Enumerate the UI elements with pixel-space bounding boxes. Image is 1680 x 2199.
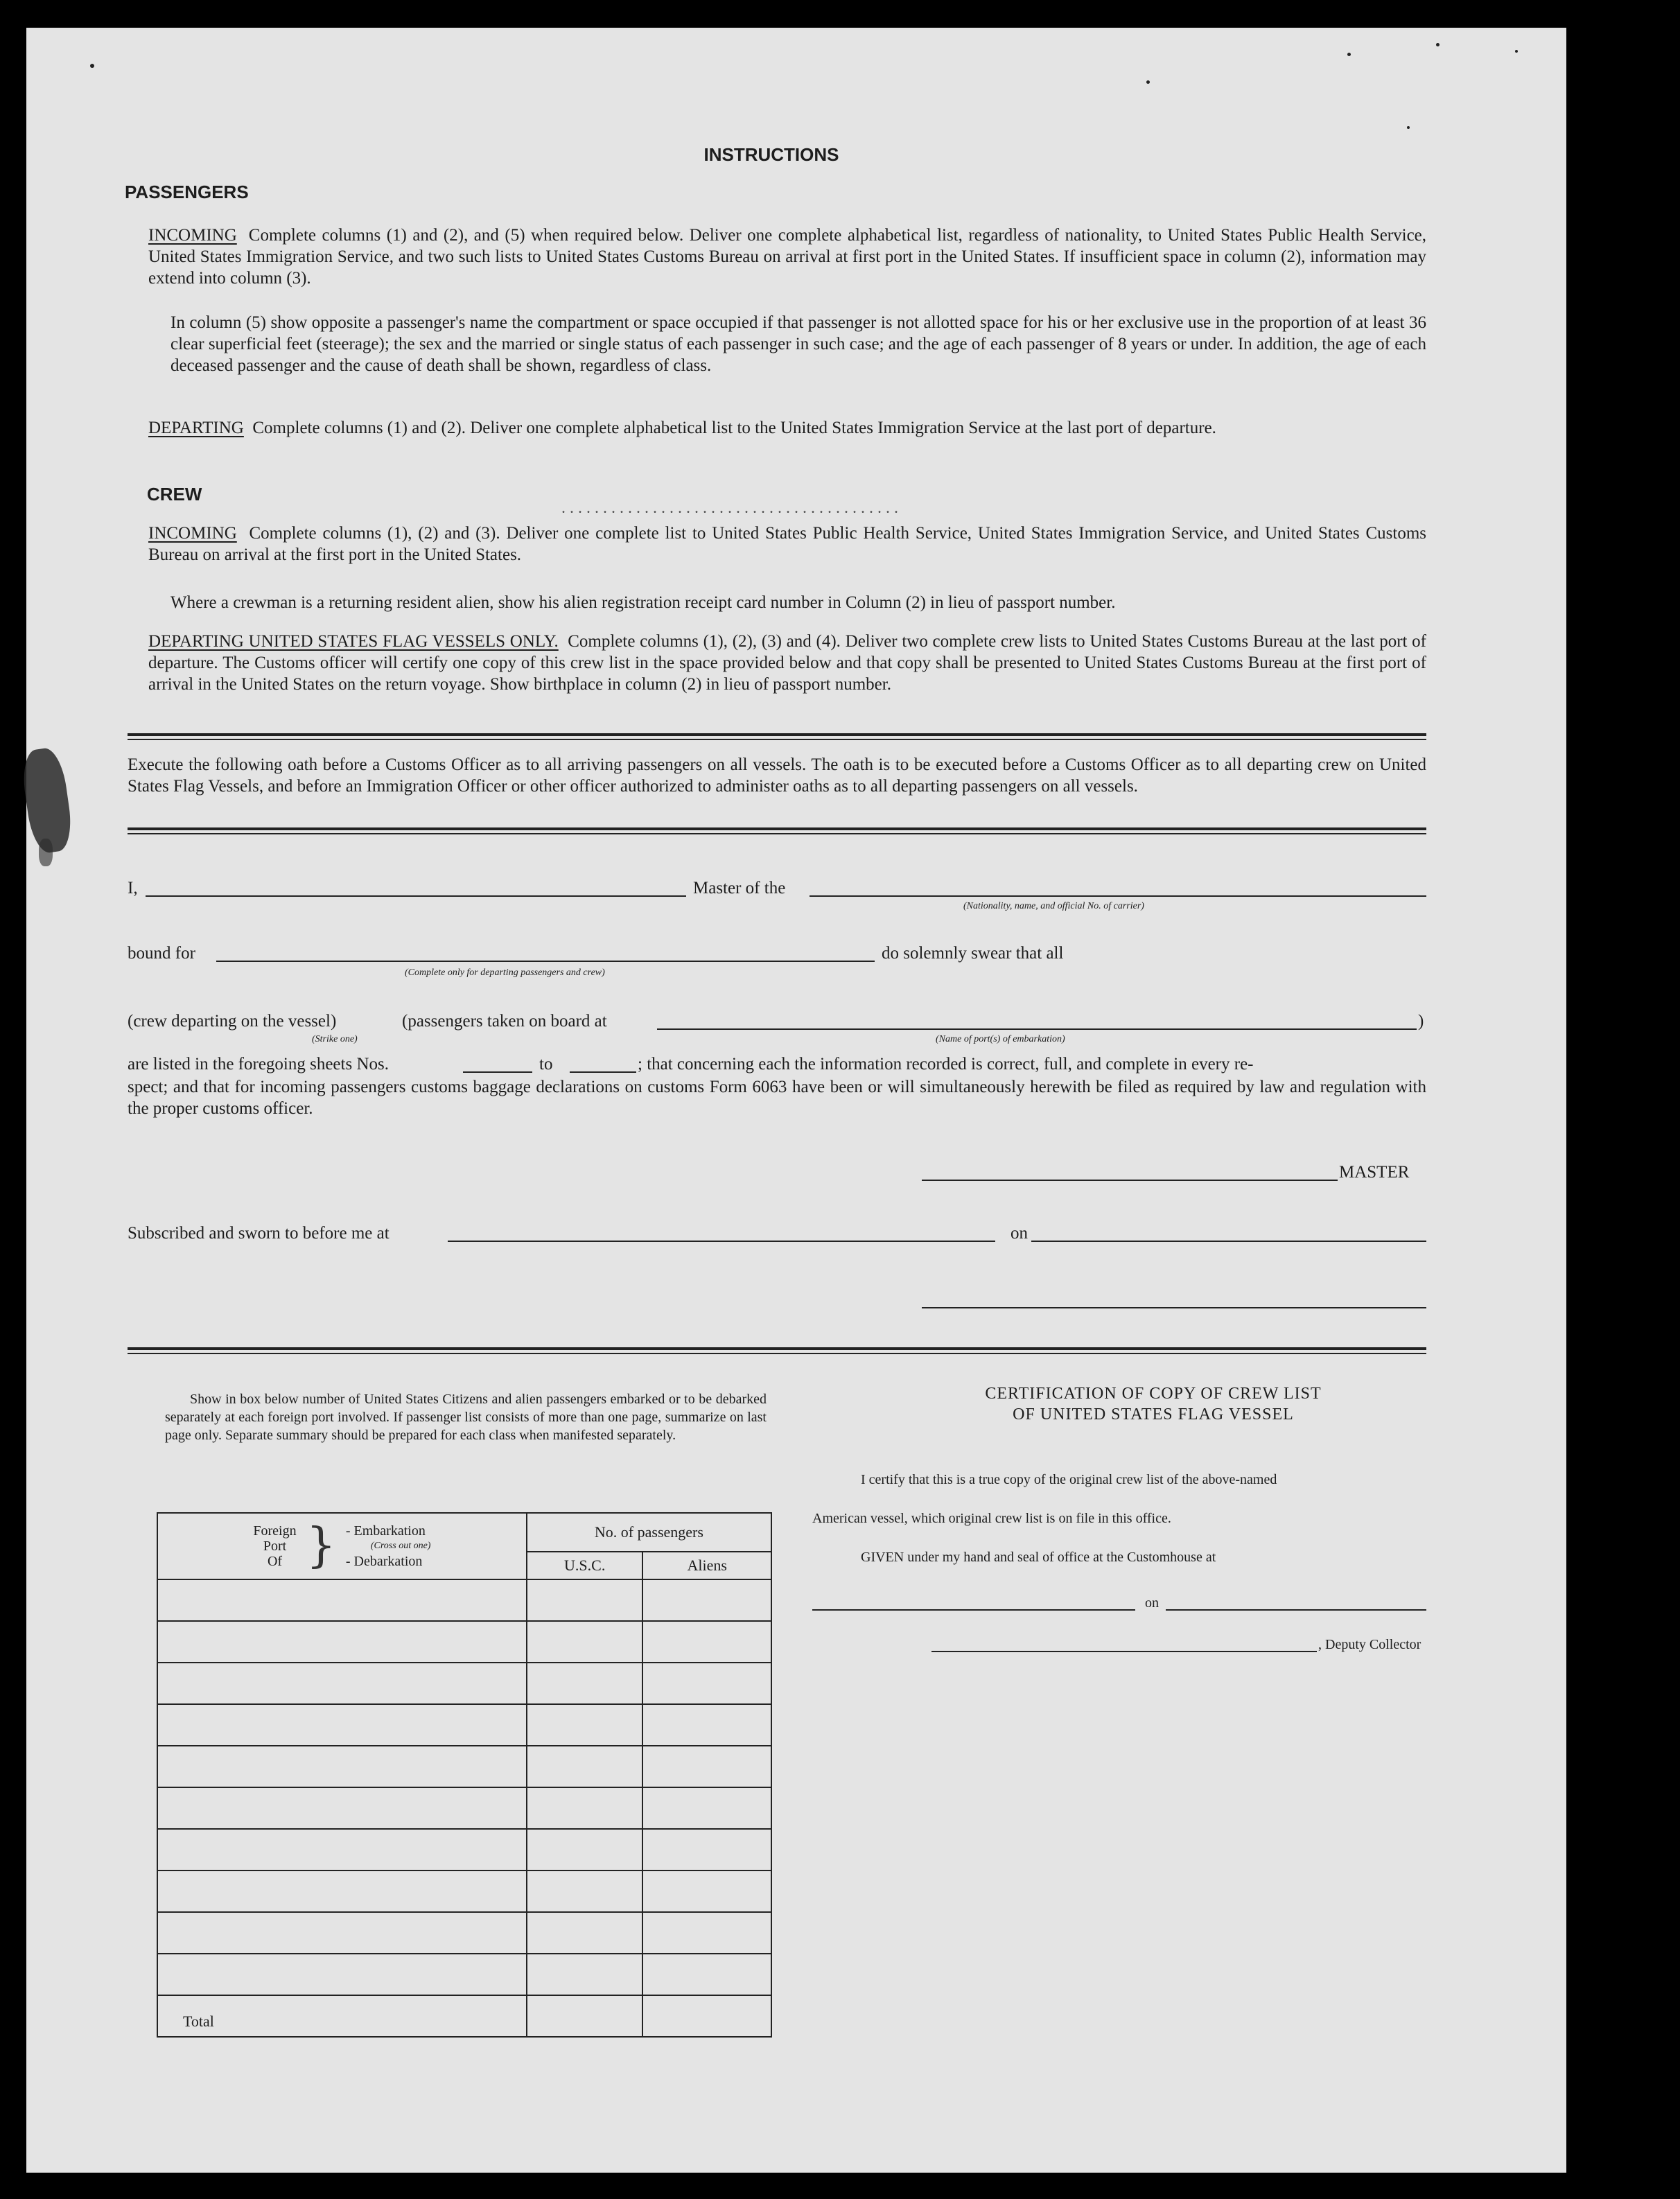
oath-intro: Execute the following oath before a Customs Officer as to all arriving passengers on all vessels. The oath is to be executed before a Customs Officer as to all departing crew on United States Flag Vessels, and before an Immigration Officer or other officer authorized to administer oaths as to all departing passengers on all vessels.	[128, 755, 1426, 796]
aliens-cell[interactable]	[642, 1912, 771, 1954]
column5-paragraph: In column (5) show opposite a passenger's name the compartment or space occupied if that passenger is not allotted space for his or her exclusive use in the proportion of at least 36 clear superficial feet (steerage); the sex and the married or single status of each passenger in such case; and the age of each passenger of 8 years or under. In addition, the age of each deceased passenger and the cause of death shall be shown, regardless of class.	[170, 313, 1426, 375]
ink-smudge	[39, 839, 53, 866]
bound-for-label: bound for	[128, 944, 195, 963]
instructions-title: INSTRUCTIONS	[703, 144, 839, 165]
no-passengers-header: No. of passengers	[527, 1513, 771, 1552]
aliens-cell[interactable]	[642, 1579, 771, 1621]
aliens-cell[interactable]	[642, 1829, 771, 1871]
bleed-through-dots: .........................................	[561, 499, 902, 517]
scan-speck	[90, 64, 94, 68]
section-divider	[128, 1347, 1426, 1354]
certification-title-line: CERTIFICATION OF COPY OF CREW LIST	[985, 1385, 1322, 1403]
certification-date-field[interactable]	[1166, 1609, 1426, 1611]
aliens-cell[interactable]	[642, 1663, 771, 1704]
crew-departing-text: Complete columns (1), (2), (3) and (4). Deliver two complete crew lists to United States Customs Bureau at the last port of departure. The Customs officer will certify one copy of this crew list in the space provided below and that copy shall be presented to United States Customs Bureau at the first port of arrival in the United States on the return voyage. Show birthplace in column (2) in lieu of passport number.	[148, 632, 1427, 694]
crew-incoming-paragraph	[148, 523, 1426, 566]
ports-hint: (Name of port(s) of embarkation)	[936, 1034, 1065, 1044]
master-name-field[interactable]	[146, 895, 686, 897]
incoming-label: INCOMING	[148, 226, 237, 245]
officer-signature-field[interactable]	[922, 1307, 1426, 1308]
given-text: GIVEN under my hand and seal of office at the Customhouse at	[861, 1550, 1216, 1565]
subscribed-date-field[interactable]	[1031, 1241, 1426, 1242]
port-cell[interactable]	[157, 1787, 527, 1829]
customhouse-field[interactable]	[812, 1609, 1135, 1611]
strike-one-hint: (Strike one)	[312, 1034, 358, 1044]
departing-text: Complete columns (1) and (2). Deliver one complete alphabetical list to the United States Immigration Service at the last port of departure.	[252, 419, 1216, 437]
scan-speck	[1146, 80, 1150, 84]
aliens-cell[interactable]	[642, 1746, 771, 1787]
sheet-from-field[interactable]	[463, 1071, 532, 1073]
scan-speck	[1515, 50, 1518, 53]
certify-text-b: American vessel, which original crew list is on file in this office.	[812, 1511, 1171, 1526]
departing-label: DEPARTING	[148, 419, 244, 437]
foreign-port-label	[253, 1523, 296, 1569]
listed-text-b: ; that concerning each the information recorded is correct, full, and complete in every re-	[638, 1055, 1254, 1074]
port-cell[interactable]	[157, 1579, 527, 1621]
usc-cell[interactable]	[527, 1871, 643, 1912]
passenger-summary-table	[157, 1512, 772, 2038]
passengers-incoming-paragraph	[148, 225, 1426, 289]
certify-text-a: I certify that this is a true copy of the original crew list of the above-named	[861, 1472, 1277, 1487]
aliens-cell[interactable]	[642, 1787, 771, 1829]
usc-cell[interactable]	[527, 1621, 643, 1663]
brace-icon: }	[306, 1518, 336, 1573]
oath-body-rest: spect; and that for incoming passengers customs baggage declarations on customs Form 6063 have been or will simultaneously herewith be filed as required by law and regulation with the proper customs officer.	[128, 1078, 1426, 1118]
bound-for-hint: (Complete only for departing passengers and crew)	[405, 967, 605, 978]
usc-cell[interactable]	[527, 1663, 643, 1704]
embarkation-option[interactable]: - Embarkation	[345, 1523, 426, 1539]
subscribed-on-label: on	[1010, 1224, 1028, 1243]
crew-heading: CREW	[147, 484, 202, 505]
total-usc-cell[interactable]	[527, 1995, 643, 2037]
crewman-paragraph: Where a crewman is a returning resident alien, show his alien registration receipt card number in Column (2) in lieu of passport number.	[170, 593, 1116, 612]
passengers-taken-option: (passengers taken on board at	[402, 1012, 607, 1031]
document-page	[26, 28, 1566, 2173]
carrier-hint: (Nationality, name, and official No. of carrier)	[963, 901, 1144, 911]
sheet-to-field[interactable]	[570, 1071, 636, 1073]
foreign-port-line: Of	[267, 1554, 283, 1569]
usc-cell[interactable]	[527, 1704, 643, 1746]
port-cell[interactable]	[157, 1746, 527, 1787]
port-cell[interactable]	[157, 1871, 527, 1912]
foreign-port-line: Port	[263, 1539, 287, 1554]
port-cell[interactable]	[157, 1663, 527, 1704]
certification-title-line: OF UNITED STATES FLAG VESSEL	[1013, 1405, 1294, 1423]
master-signature-field[interactable]	[922, 1180, 1338, 1181]
swear-text: do solemnly swear that all	[882, 944, 1064, 963]
passengers-departing-paragraph	[148, 417, 1426, 439]
port-cell[interactable]	[157, 1912, 527, 1954]
carrier-field[interactable]	[810, 895, 1426, 897]
passengers-heading: PASSENGERS	[125, 182, 249, 202]
summary-note: Show in box below number of United States Citizens and alien passengers embarked or to be debarked separately at each foreign port involved. If passenger list consists of more than one page, summarize on last page only. Separate summary should be prepared for each class when manifested separately.	[165, 1392, 767, 1443]
crew-departing-option: (crew departing on the vessel)	[128, 1012, 337, 1031]
usc-cell[interactable]	[527, 1746, 643, 1787]
subscribed-place-field[interactable]	[448, 1241, 995, 1242]
port-cell[interactable]	[157, 1704, 527, 1746]
crew-incoming-label: INCOMING	[148, 524, 237, 543]
oath-i-label: I,	[128, 879, 138, 897]
usc-header: U.S.C.	[527, 1552, 643, 1579]
listed-text-a: are listed in the foregoing sheets Nos.	[128, 1055, 389, 1074]
aliens-cell[interactable]	[642, 1954, 771, 1995]
cross-out-hint: (Cross out one)	[370, 1541, 431, 1551]
port-cell[interactable]	[157, 1829, 527, 1871]
deputy-collector-label: , Deputy Collector	[1318, 1637, 1421, 1652]
port-cell[interactable]	[157, 1954, 527, 1995]
incoming-text: Complete columns (1) and (2), and (5) when required below. Deliver one complete alphabetical list, regardless of nationality, to United States Public Health Service, United States Immigration Service, and two such lists to United States Customs Bureau on arrival at first port in the United States. If insufficient space in column (2), information may extend into column (3).	[148, 226, 1427, 288]
scan-speck	[1347, 53, 1351, 56]
subscribed-label: Subscribed and sworn to before me at	[128, 1224, 390, 1243]
section-divider	[128, 733, 1426, 740]
usc-cell[interactable]	[527, 1829, 643, 1871]
usc-cell[interactable]	[527, 1912, 643, 1954]
master-signature-label: MASTER	[1339, 1163, 1410, 1182]
total-label: Total	[157, 1995, 527, 2037]
foreign-port-line: Foreign	[253, 1523, 297, 1539]
aliens-header: Aliens	[642, 1552, 771, 1579]
listed-to-label: to	[539, 1055, 553, 1074]
certification-on-label: on	[1145, 1595, 1159, 1611]
aliens-cell[interactable]	[642, 1704, 771, 1746]
scan-speck	[1407, 126, 1410, 129]
master-of-the-label: Master of the	[693, 879, 786, 897]
certification-title	[834, 1383, 1472, 1425]
aliens-cell[interactable]	[642, 1621, 771, 1663]
usc-cell[interactable]	[527, 1579, 643, 1621]
usc-cell[interactable]	[527, 1954, 643, 1995]
section-divider	[128, 827, 1426, 834]
crew-departing-paragraph	[148, 631, 1426, 695]
scan-speck	[1436, 43, 1440, 46]
embark-debark-options	[346, 1523, 431, 1569]
bound-for-field[interactable]	[216, 961, 875, 962]
close-paren: )	[1418, 1012, 1424, 1031]
crew-departing-label: DEPARTING UNITED STATES FLAG VESSELS ONLY.	[148, 632, 559, 651]
ports-embarkation-field[interactable]	[657, 1028, 1417, 1030]
deputy-collector-signature-field[interactable]	[931, 1651, 1317, 1652]
aliens-cell[interactable]	[642, 1871, 771, 1912]
port-cell[interactable]	[157, 1621, 527, 1663]
debarkation-option[interactable]: - Debarkation	[345, 1554, 423, 1569]
usc-cell[interactable]	[527, 1787, 643, 1829]
total-aliens-cell[interactable]	[642, 1995, 771, 2037]
foreign-port-header	[157, 1513, 527, 1579]
crew-incoming-text: Complete columns (1), (2) and (3). Deliver one complete list to United States Public Health Service, United States Immigration Service, and United States Customs Bureau on arrival at the first port in the United States.	[148, 524, 1427, 564]
